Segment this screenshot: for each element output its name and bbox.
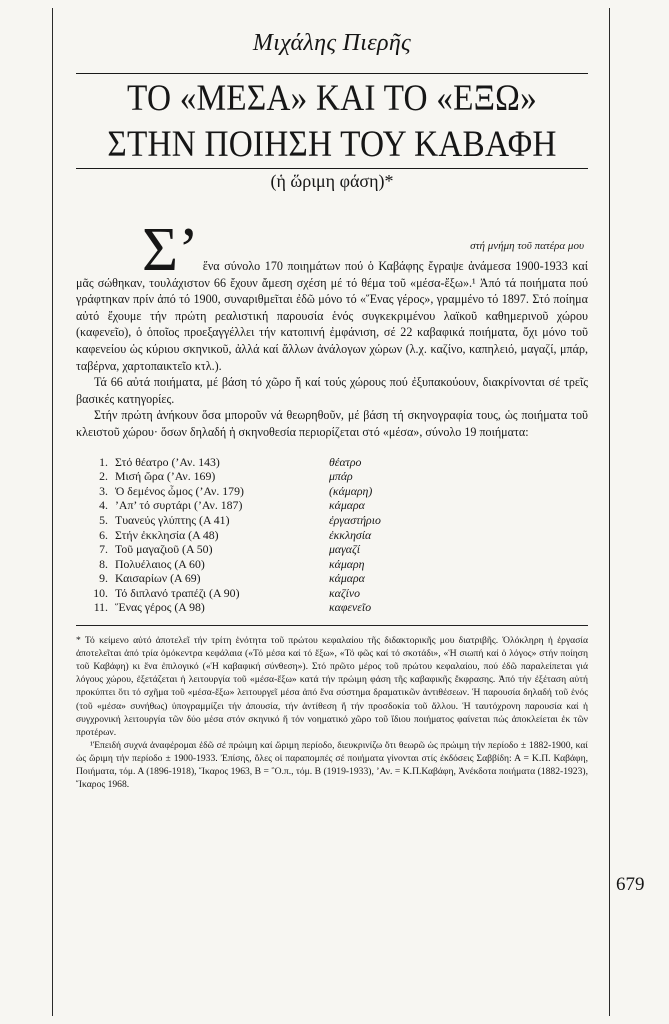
author-name: Μιχάλης Πιερῆς [252,30,412,56]
footnote: * Τό κείμενο αὐτό ἀποτελεῖ τήν τρίτη ἑνότητα τοῦ πρώτου κεφαλαίου τῆς διδακτορικῆς μου διατριβῆς. Ὁλόκληρη ἡ ἐργασία ἀποτελεῖται ἀπό τρία ὁμόκεντρα κεφάλαια («Τό μέσα καί τό ἔξω», «Τό φῶς καί τό σκοτάδι», «Ἡ σιωπή καί ὁ λόγος» στήν ποίηση τοῦ Καβάφη) κι ἕνα ἐπιλογικό («Ἡ καβαφική σύνθεση»). Στό πρῶτο μέρος τοῦ πρώτου κεφαλαίου, πού ἐδῶ παραλείπεται γιά λόγους χώρου, ἐξετάζεται ἡ λειτουργία τοῦ «μέσα-ἔξω» κατά τήν πρώιμη φάση τῆς καβαφικῆς ἔκφρασης. Ἀπό τήν ἐξέταση αὐτή προκύπτει ὅτι τό σχῆμα τοῦ «μέσα-ἔξω» λειτουργεῖ μέσα ἀπό ἕνα σύστημα δραματικῶν ἀντιθέσεων. Ἡ παρουσία δηλαδή τοῦ ἑνός (τοῦ «μέσα» συνήθως) ὑπογραμμίζει τήν ἀπουσία, τήν ἀντίθεση ἤ τήν προσδοκία τοῦ ἄλλου. Ἡ ταυτόχρονη παρουσία καί ἡ συγχρονική λειτουργία τῶν δύο μέσα στόν σκηνικό ἤ τόν νοηματικό χῶρο τοῦ ἴδιου ποιήματος φαίνεται πώς ἀποκλείεται ἐκ τῶν προτέρων. [76,635,588,738]
footnotes [76,634,588,791]
list-item: 4. ’Απ’ τό συρτάρι (’Αν. 187) κάμαρα [99,498,365,513]
list-item: 1. Στό θέατρο (’Αν. 143) θέατρο [99,454,362,469]
list-item: 11. Ἕνας γέρος (Α 98) καφενεῖο [93,600,372,615]
right-margin-rule [609,8,610,1016]
subtitle: (ἡ ὥριμη φάση)* [270,171,394,191]
dedication: στή μνήμη τοῦ πατέρα μου [470,240,584,252]
article-column [76,30,588,791]
list-item: 10. Τό διπλανό τραπέζι (Α 90) καζίνο [93,585,361,600]
list-item: 8. Πολυέλαιος (Α 60) κάμαρη [99,556,365,571]
list-item: 5. Τυανεύς γλύπτης (Α 41) ἐργαστήριο [99,512,381,527]
paragraph: Στήν πρώτη ἀνήκουν ὅσα μποροῦν νά θεωρηθοῦν, μέ βάση τή σκηνογραφία τους, ὡς ποιήματα τοῦ κλειστοῦ χώρου· ὅσων δηλαδή ἡ σκηνοθεσία περιορίζεται στό «μέσα», σύνολο 19 ποιήματα: [76,408,588,439]
title-bottom-rule [76,168,588,169]
poem-list [76,455,588,616]
title-line-1: ΤΟ «ΜΕΣΑ» ΚΑΙ ΤΟ «ΕΞΩ» [127,78,537,119]
list-item: 2. Μισή ὥρα (’Αν. 169) μπάρ [99,469,353,484]
footnote: ¹Ἐπειδή συχνά ἀναφέρομαι ἐδῶ σέ πρώιμη καί ὥριμη περίοδο, διευκρινίζω ὅτι θεωρῶ ὡς πρώιμη τήν περίοδο ± 1882-1900, καί ὡς ὥριμη τήν περίοδο ± 1900-1933. Ἐπίσης, ὅλες οἱ παραπομπές σέ ποιήματα γίνονται στίς ἐκδόσεις Σαββίδη: Α = Κ.Π. Καβάφη, Ποιήματα, τόμ. Α (1896-1918), Ἴκαρος 1963, Β = ῝Ο.π., τόμ. Β (1919-1933), ’Αν. = Κ.Π.Καβάφη, Ἀνέκδοτα ποιήματα (1882-1923), Ἴκαρος 1968. [76,739,588,791]
paragraph: Τά 66 αὐτά ποιήματα, μέ βάση τό χῶρο ἤ καί τούς χώρους πού ἐξυπακούουν, διακρίνονται σέ τρεῖς βασικές κατηγορίες. [76,375,588,406]
list-item: 9. Καισαρίων (Α 69) κάμαρα [99,571,365,586]
list-item: 3. Ὁ δεμένος ὦμος (’Αν. 179) (κάμαρη) [99,483,373,498]
list-item: 7. Τοῦ μαγαζιοῦ (Α 50) μαγαζί [99,542,361,557]
page-number: 679 [616,874,645,895]
list-item: 6. Στήν ἐκκλησία (Α 48) ἐκκλησία [99,527,372,542]
footnote-rule [76,625,588,626]
drop-cap: Σ’ [142,216,199,284]
paragraph: ἕνα σύνολο 170 ποιημάτων πού ὁ Καβάφης ἔγραψε ἀνάμεσα 1900-1933 καί μᾶς σώθηκαν, τουλάχιστον 66 ἔχουν ἄμεση σχέση μέ τό θέμα τοῦ «μέσα-ἔξω».¹ Ἀπό τά ποιήματα πού γράφτηκαν πρίν ἀπό τό 1900, συναριθμεῖται ἐδῶ μόνο τό «Ἕνας γέρος», γραμμένο τό 1897. Στό ποίημα αὐτό ἔχουμε τήν πρώτη ρεαλιστική παρουσία ἑνός συγκεκριμένου λαϊκοῦ καθημερινοῦ χώρου (καφενεῖο), ὁ ὁποῖος προεξαγγέλλει τήν κατοπινή ἐμφάνιση, σέ 22 καβαφικά ποιήματα, ὄχι μόνο τοῦ καφενείου ὡς κύριου σκηνικοῦ, ἀλλά καί ἄλλων ἀνάλογων χώρων (λ.χ. καζίνο, καπηλειό, μαγαζί, μπάρ, ταβέρνα, χαρτοπαικτεῖο κτλ.). [76,259,588,373]
left-margin-rule [52,8,53,1016]
title-line-2: ΣΤΗΝ ΠΟΙΗΣΗ ΤΟΥ ΚΑΒΑΦΗ [107,124,557,165]
